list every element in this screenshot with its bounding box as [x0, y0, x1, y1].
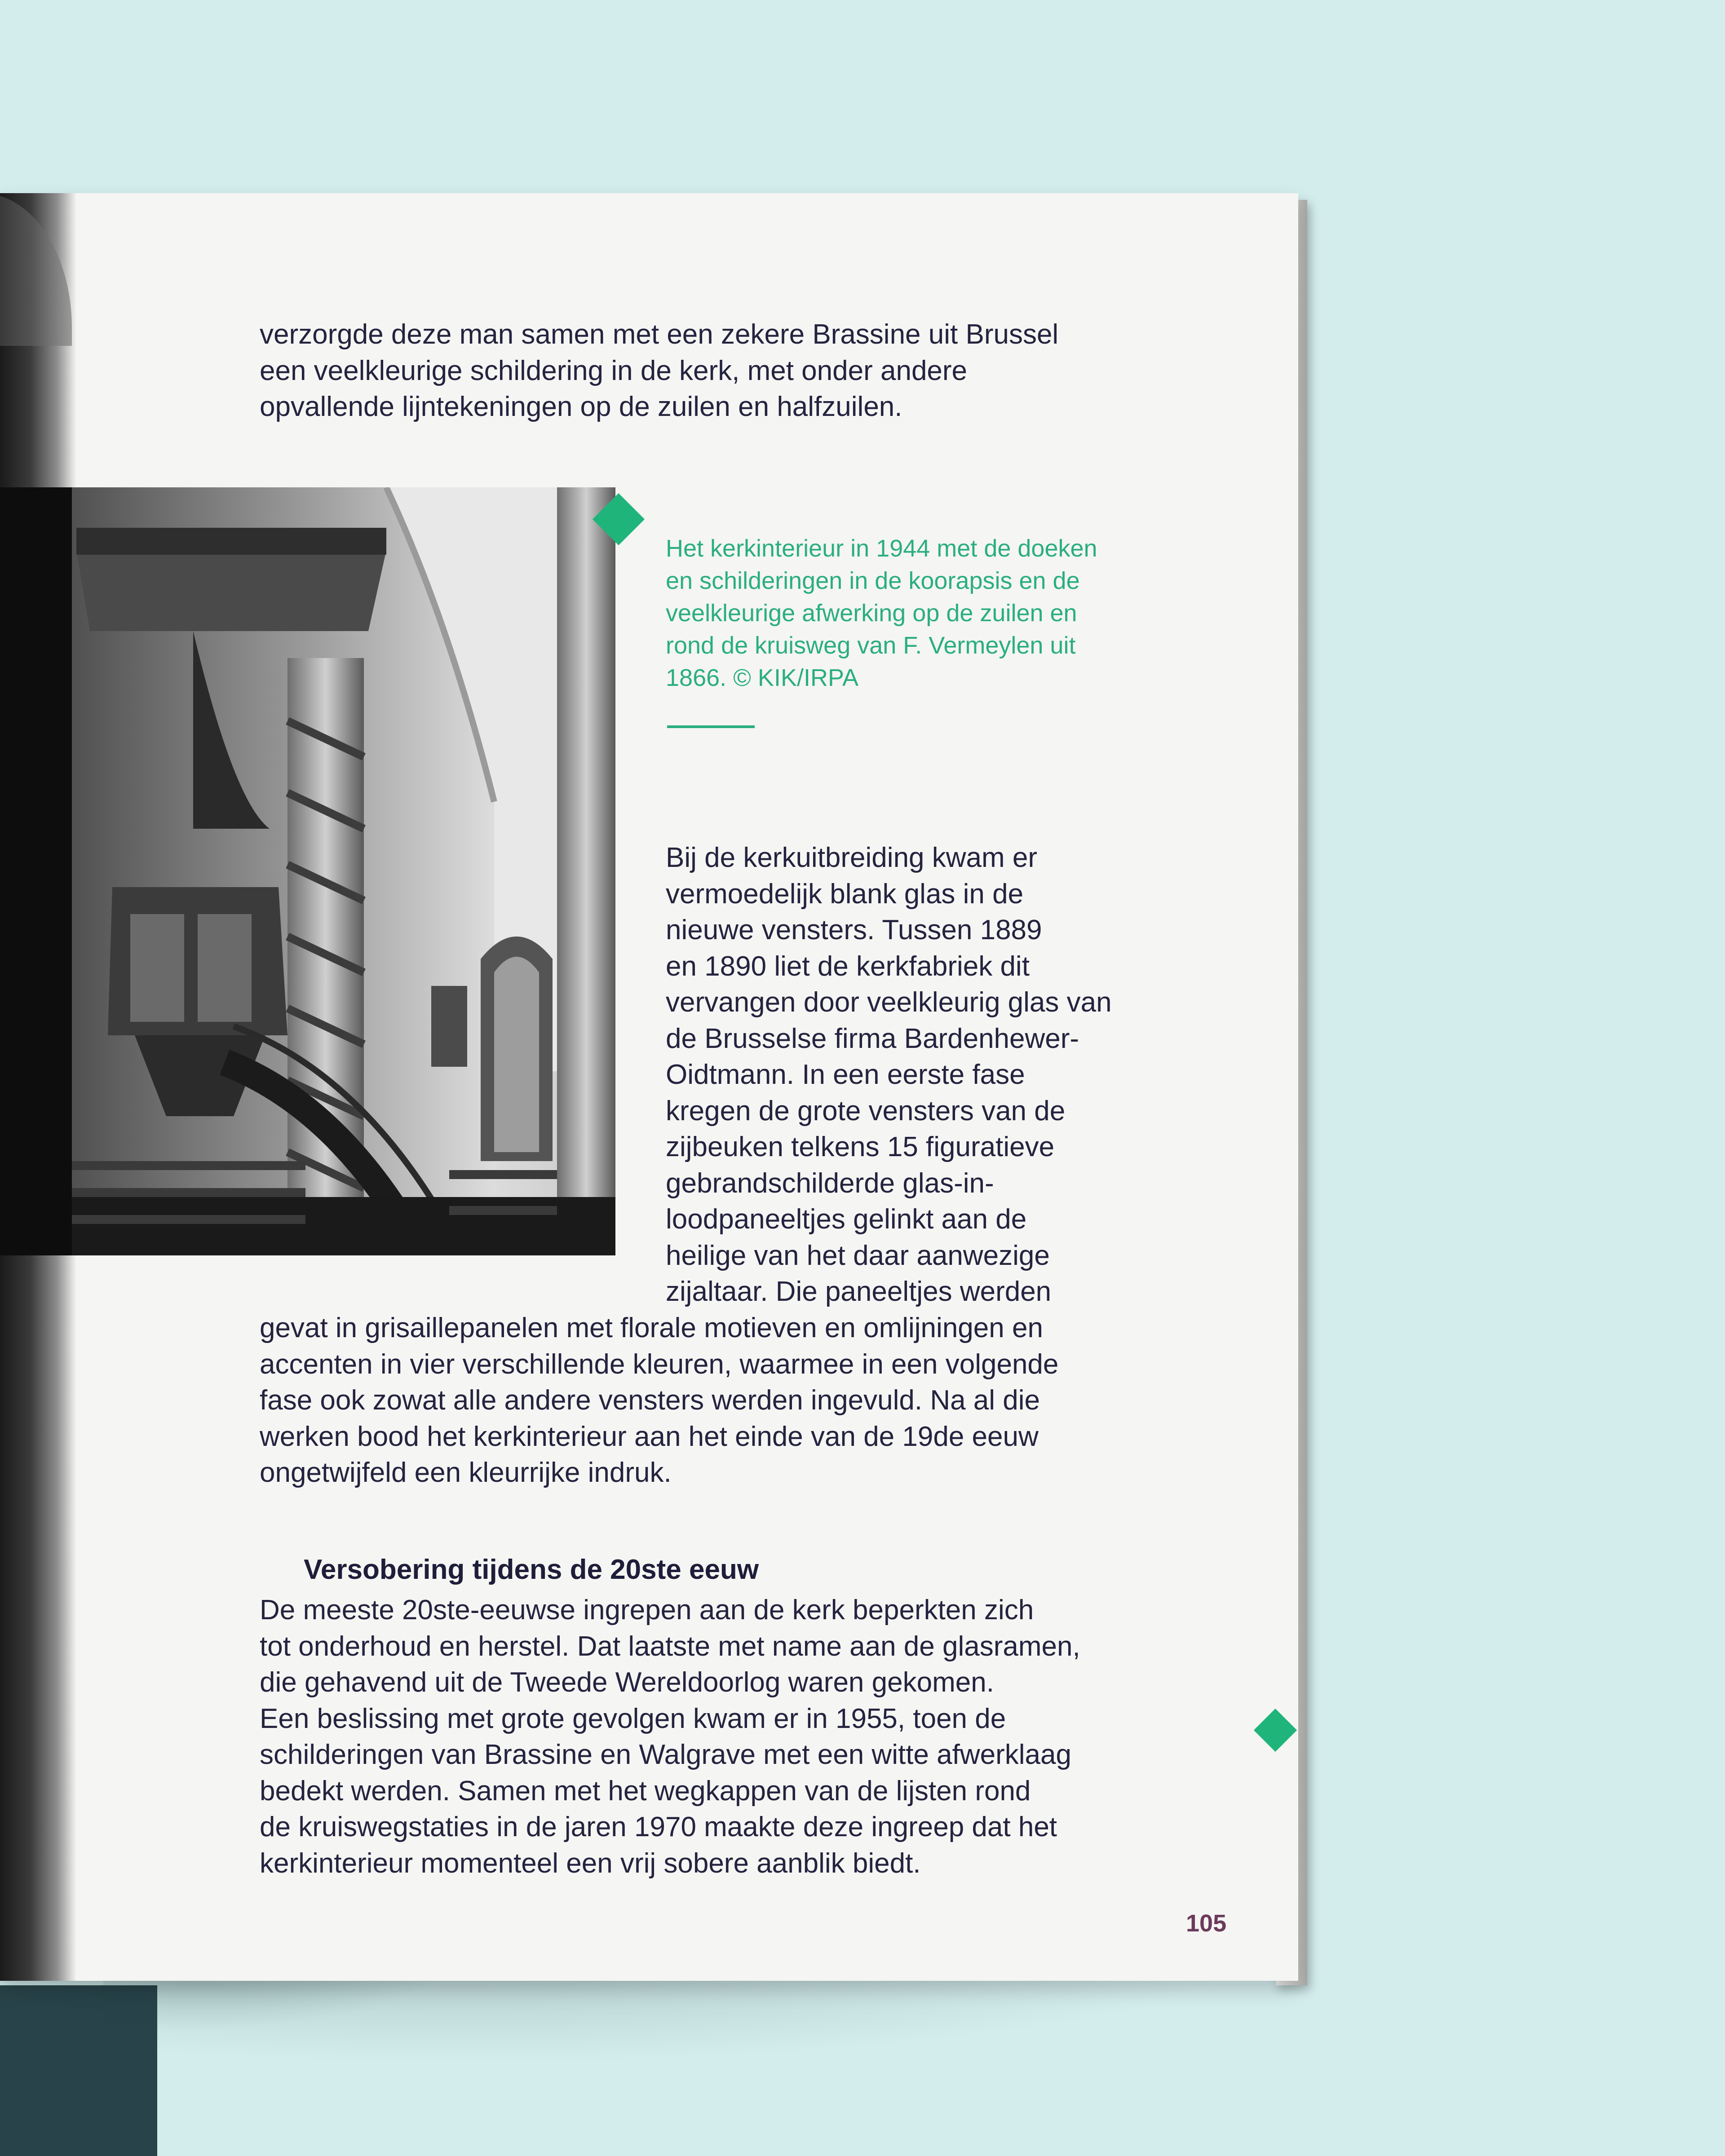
caption-divider [667, 725, 755, 728]
church-interior-photo [0, 487, 615, 1255]
book-page [0, 193, 1298, 1981]
lower-page-shadow [0, 1985, 157, 2156]
paragraph-side-column: Bij de kerkuitbreiding kwam er vermoedelijk blank glas in de nieuwe vensters. Tussen 1889 en 1890 liet de kerkfabriek dit vervangen door veelkleurig glas van de Brusselse firma Bardenhewer- Oidtmann. In een eerste fase kregen de grote vensters van de zijbeuken telkens 15 figuratieve gebrandschilderde glas-in- loodpaneeltjes gelinkt aan de heilige van het daar aanwezige zijaltaar. Die paneeltjes werden [666, 842, 1112, 1307]
paragraph-section: De meeste 20ste-eeuwse ingrepen aan de kerk beperkten zich tot onderhoud en herstel. Dat laatste met name aan de glasramen, die gehavend uit de Tweede Wereldoorlog waren gekomen. Een beslissing met grote gevolgen kwam er in 1955, toen de schilderingen van Brassine en Walgrave met een witte afwerklaag bedekt werden. Samen met het wegkappen van de lijsten rond de kruiswegstaties in de jaren 1970 maakte deze ingreep dat het kerkinterieur momenteel een vrij sobere aanblik biedt. [260, 1595, 1080, 1879]
photo-caption: Het kerkinterieur in 1944 met de doeken en schilderingen in de koorapsis en de veelkleurige afwerking op de zuilen en rond de kruisweg van F. Vermeylen uit 1866. © KIK/IRPA [666, 535, 1097, 691]
paragraph-intro: verzorgde deze man samen met een zekere Brassine uit Brussel een veelkleurige schildering in de kerk, met onder andere opvallende lijntekeningen op de zuilen en halfzuilen. [260, 319, 1059, 422]
paragraph-full-width: gevat in grisaillepanelen met florale motieven en omlijningen en accenten in vier verschillende kleuren, waarmee in een volgende fase ook zowat alle andere vensters werden ingevuld. Na al die werken bood het kerkinterieur aan het einde van de 19de eeuw ongetwijfeld een kleurrijke indruk. [260, 1312, 1059, 1488]
page-number: 105 [1186, 1910, 1227, 1937]
section-heading: Versobering tijdens de 20ste eeuw [304, 1554, 759, 1585]
photo-illustration [0, 487, 615, 1255]
